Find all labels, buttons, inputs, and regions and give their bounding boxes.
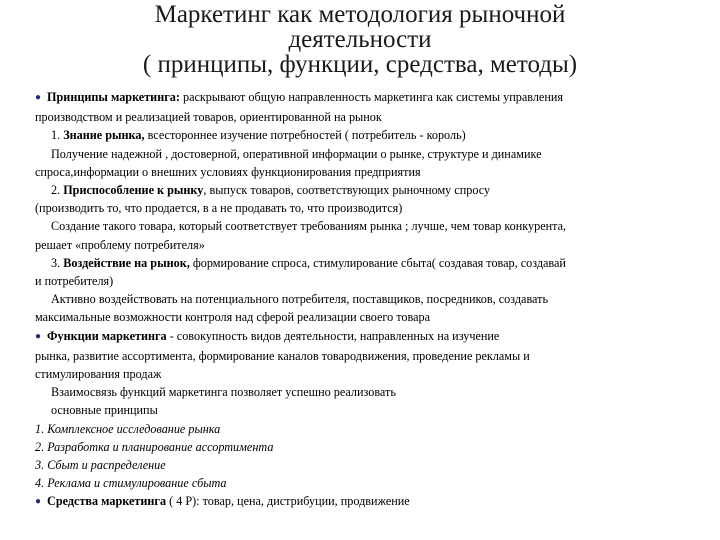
principles-paragraph (35, 88, 695, 108)
item-3-text-1: формирование спроса, стимулирование сбыта( создавая товар, создавай (189, 255, 566, 270)
functions-heading: Функции маркетинга (47, 328, 167, 343)
item-3-detail-1: Активно воздействовать на потенциального потребителя, поставщиков, посредников, создавать (51, 292, 549, 307)
item-1 (35, 126, 695, 144)
item-3-heading: Воздействие на рынок, (63, 255, 190, 270)
item-2-detail-2: решает «проблему потребителя» (35, 237, 205, 252)
principles-text-2: производством и реализацией товаров, ориентированной на рынок (35, 110, 382, 125)
item-2-text-2: (производить то, что продается, в а не продавать то, что производится) (35, 201, 403, 216)
item-2-detail-1: Создание такого товара, который соответствует требованиям рынка ; лучше, чем товар конкурента, (51, 219, 567, 234)
item-1-heading: Знание рынка, (63, 128, 145, 143)
bullet-icon: ● (35, 330, 42, 342)
item-1-detail-1: Получение надежной , достоверной, оперативной информации о рынке, структуре и динамике (51, 146, 542, 161)
slide-body (35, 88, 695, 513)
functions-text-3: стимулирования продаж (35, 367, 162, 382)
functions-link-2: основные принципы (51, 403, 158, 418)
means-paragraph (35, 492, 695, 512)
principles-heading: Принципы маркетинга: (47, 90, 180, 104)
principles-text-1: раскрывают общую направленность маркетинга как системы управления (179, 90, 563, 104)
function-list-item-2: 2. Разработка и планирование ассортимента (35, 439, 274, 454)
item-1-detail-2: спроса,информации о внешних условиях функционирования предприятия (35, 164, 421, 179)
item-3-text-2: и потребителя) (35, 274, 114, 289)
means-heading: Средства маркетинга (47, 494, 167, 509)
functions-paragraph (35, 327, 695, 347)
means-text: ( 4 P): товар, цена, дистрибуции, продвижение (166, 494, 410, 509)
item-1-number: 1. (51, 128, 61, 143)
functions-text-2: рынка, развитие ассортимента, формирование каналов товародвижения, проведение рекламы и (35, 348, 530, 363)
item-2-text-1: , выпуск товаров, соответствующих рыночному спросу (203, 183, 491, 198)
item-2-heading: Приспособление к рынку (63, 183, 204, 198)
function-list-item-4: 4. Реклама и стимулирование сбыта (35, 476, 227, 491)
item-2 (35, 181, 695, 199)
title-line-2: деятельности (288, 26, 432, 53)
functions-link-1: Взаимосвязь функций маркетинга позволяет успешно реализовать (51, 385, 396, 400)
item-3-detail-2: максимальные возможности контроля над сферой реализации своего товара (35, 310, 430, 325)
function-list-item-3: 3. Сбыт и распределение (35, 458, 166, 473)
function-list-item-1: 1. Комплексное исследование рынка (35, 421, 221, 436)
title-line-3: ( принципы, функции, средства, методы) (142, 51, 578, 78)
item-3-number: 3. (51, 255, 61, 270)
title-line-1: Маркетинг как методология рыночной (154, 1, 566, 28)
item-3 (35, 254, 695, 272)
bullet-icon: ● (35, 496, 42, 508)
functions-text-1: - совокупность видов деятельности, направленных на изучение (166, 328, 500, 343)
slide-title (90, 2, 630, 77)
bullet-icon: ● (35, 92, 42, 103)
item-2-number: 2. (51, 183, 61, 198)
item-1-text: всестороннее изучение потребностей ( потребитель - король) (144, 128, 466, 143)
